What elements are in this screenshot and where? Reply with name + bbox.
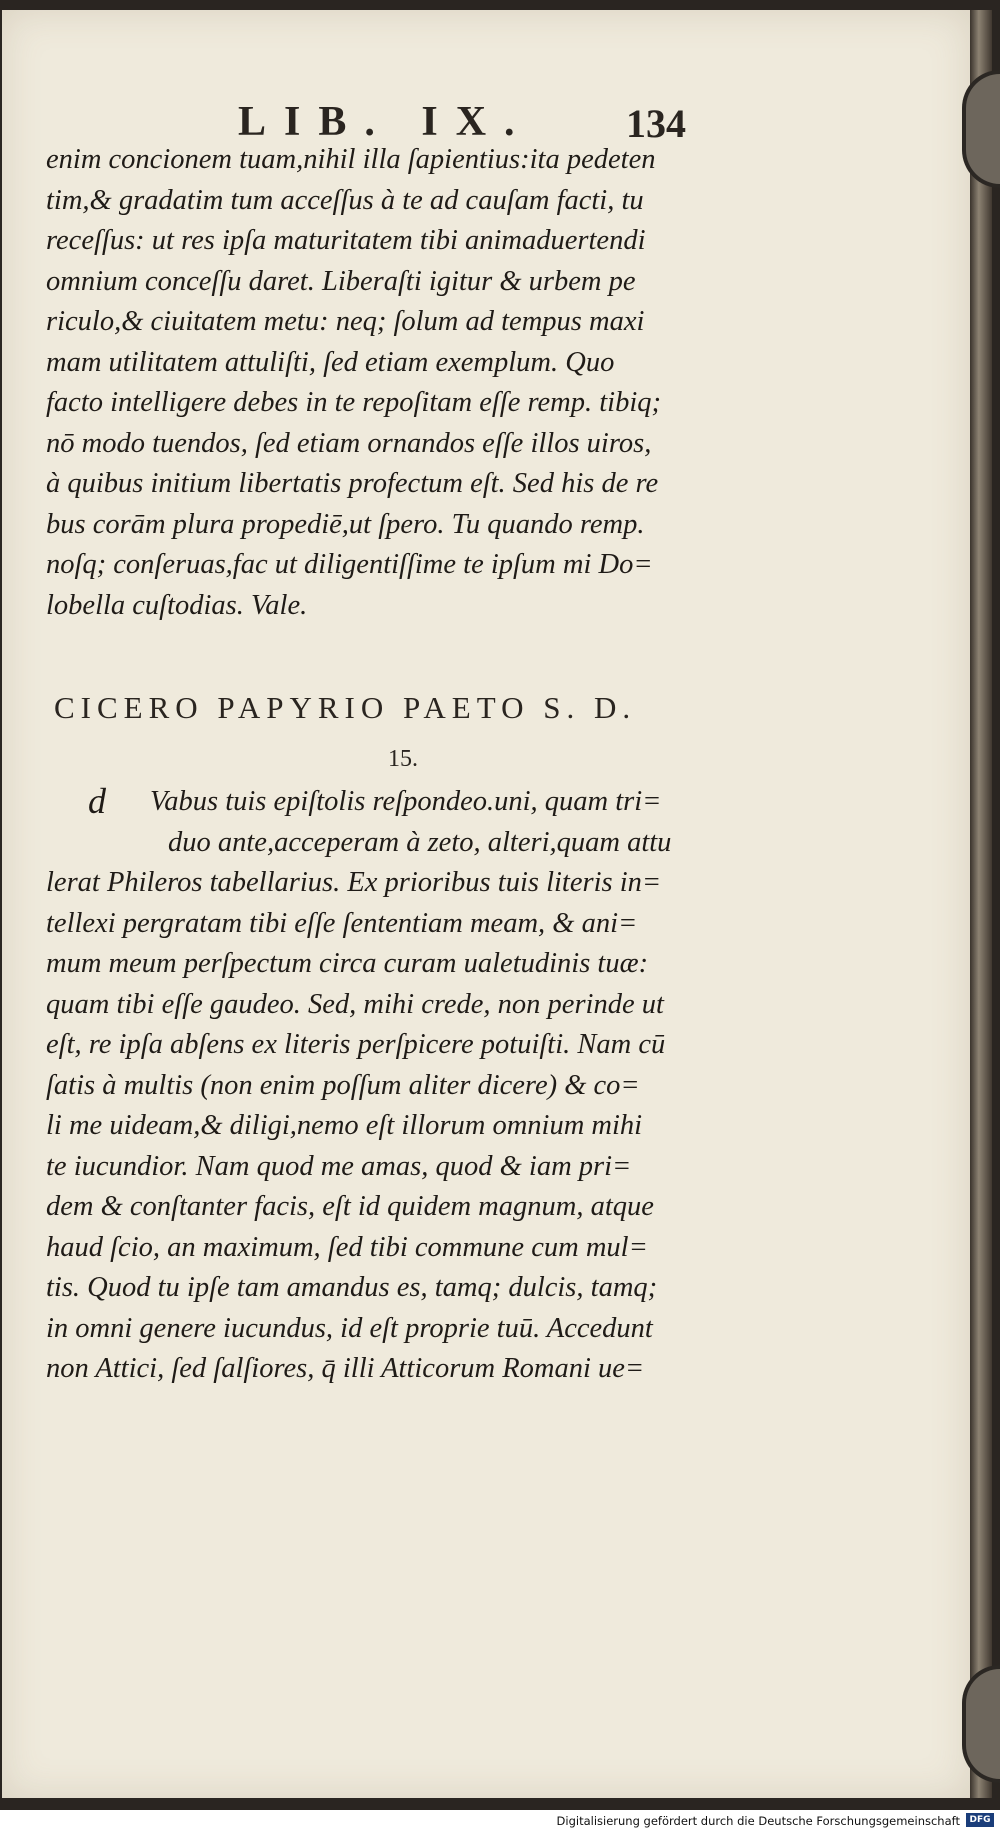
text-line: noſq; conſeruas,fac ut diligentiſſime te ipſum mi Do= [46, 549, 653, 580]
drop-initial: d [88, 781, 106, 821]
text-line: riculo,& ciuitatem metu: neq; ſolum ad tempus maxi [46, 306, 645, 337]
folio-number: 134 [626, 101, 686, 146]
text-line: bus corām plura propediē,ut ſpero. Tu quando remp. [46, 508, 645, 540]
letter-ending-text [46, 140, 766, 626]
text-line: Vabus tuis epiſtolis reſpondeo.uni, quam tri= [150, 786, 662, 817]
running-head: LIB. IX. [238, 99, 533, 145]
letter-body-text [46, 782, 766, 1390]
page-edge [970, 10, 992, 1798]
text-line: mum meum perſpectum circa curam ualetudinis tuæ: [46, 948, 649, 979]
text-line: tis. Quod tu ipſe tam amandus es, tamq; dulcis, tamq; [46, 1272, 658, 1303]
text-line: duo ante,acceperam à zeto, alteri,quam attu [168, 826, 672, 858]
text-line: eſt, re ipſa abſens ex literis perſpicere potuiſti. Nam cū [46, 1029, 666, 1060]
text-line: lerat Phileros tabellarius. Ex prioribus tuis literis in= [46, 867, 662, 898]
text-line: quam tibi eſſe gaudeo. Sed, mihi crede, non perinde ut [46, 988, 664, 1020]
book-clasp-top [962, 70, 1000, 188]
book-clasp-bottom [962, 1665, 1000, 1783]
text-line: dem & conſtanter facis, eſt id quidem magnum, atque [46, 1191, 654, 1222]
text-line: facto intelligere debes in te repoſitam eſſe remp. tibiq; [46, 387, 661, 418]
text-line: à quibus initium libertatis profectum eſt. Sed his de re [46, 468, 659, 499]
text-line: non Attici, ſed ſalſiores, q̄ illi Atticorum Romani ue= [46, 1353, 645, 1384]
dfg-logo: DFG [966, 1813, 994, 1827]
text-line: omnium conceſſu daret. Liberaſti igitur & urbem pe [46, 265, 636, 297]
text-line: in omni genere iucundus, id eſt proprie tuū. Accedunt [46, 1312, 653, 1344]
text-line: lobella cuſtodias. Vale. [46, 589, 308, 621]
text-line: ſatis à multis (non enim poſſum aliter dicere) & co= [46, 1069, 640, 1101]
letter-heading: CICERO PAPYRIO PAETO S. D. [54, 690, 637, 725]
text-line: te iucundior. Nam quod me amas, quod & iam pri= [46, 1150, 632, 1182]
text-line: receſſus: ut res ipſa maturitatem tibi animaduertendi [46, 225, 646, 256]
letter-number: 15. [388, 746, 418, 772]
text-line: enim concionem tuam,nihil illa ſapientius:ita pedeten [46, 144, 656, 175]
text-line: tellexi pergratam tibi eſſe ſententiam meam, & ani= [46, 907, 638, 939]
text-line: li me uideam,& diligi,nemo eſt illorum omnium mihi [46, 1110, 643, 1141]
text-line: nō modo tuendos, ſed etiam ornandos eſſe illos uiros, [46, 427, 652, 459]
funding-notice: Digitalisierung gefördert durch die Deutsche Forschungsgemeinschaft [556, 1814, 960, 1828]
text-line: mam utilitatem attuliſti, ſed etiam exemplum. Quo [46, 346, 615, 378]
text-line: haud ſcio, an maximum, ſed tibi commune cum mul= [46, 1231, 648, 1263]
text-line: tim,& gradatim tum acceſſus à te ad cauſam facti, tu [46, 184, 644, 216]
